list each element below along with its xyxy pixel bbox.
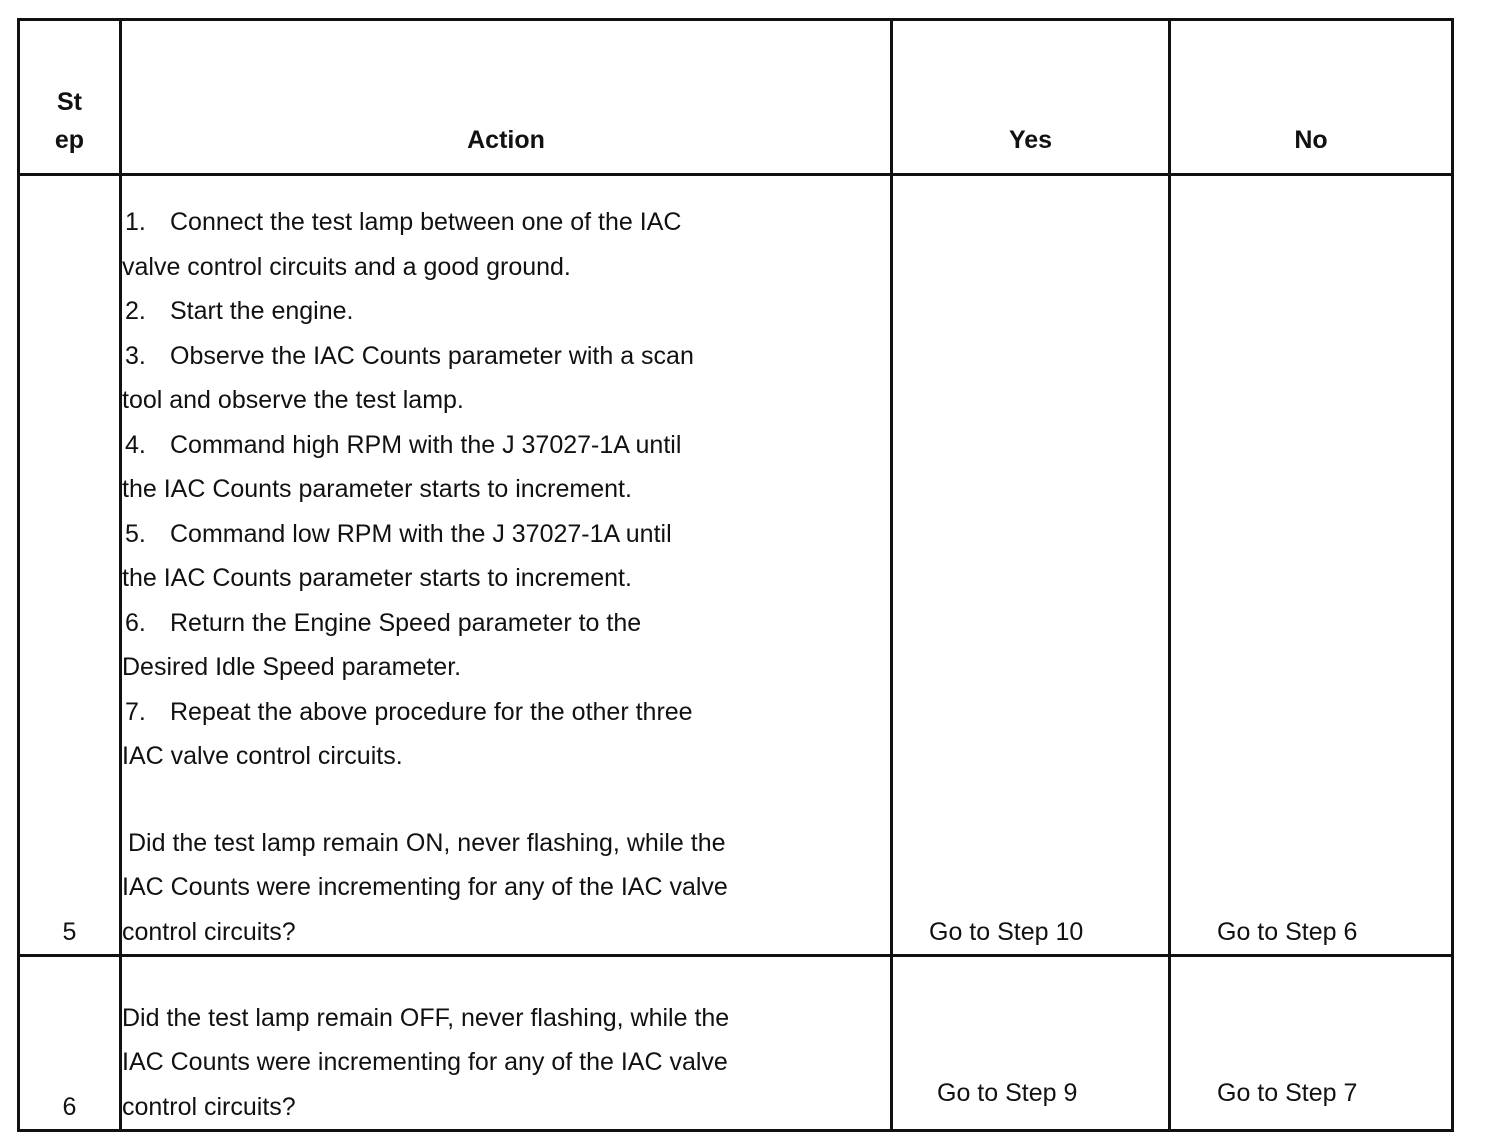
diagnostic-steps-table <box>17 18 1454 1132</box>
table-row <box>19 175 1453 956</box>
item-text-continued: the IAC Counts parameter starts to increment. <box>122 564 632 592</box>
list-item <box>122 334 890 379</box>
item-text: Return the Engine Speed parameter to the <box>170 608 642 637</box>
no-cell <box>1170 956 1453 1131</box>
list-item <box>122 601 890 646</box>
question-line: control circuits? <box>122 1092 296 1121</box>
action-cell <box>121 956 892 1131</box>
item-text-continued: valve control circuits and a good ground. <box>122 252 571 281</box>
list-item <box>122 690 890 735</box>
yes-cell <box>892 175 1170 956</box>
item-number: 3. <box>125 341 146 370</box>
item-number: 7. <box>125 697 146 726</box>
no-link: Go to Step 7 <box>1217 1078 1358 1107</box>
table-header-row <box>19 20 1453 175</box>
item-number: 4. <box>125 430 146 459</box>
header-no: No <box>1170 20 1453 175</box>
item-number: 6. <box>125 608 146 637</box>
spacer <box>122 779 890 821</box>
item-number: 5. <box>125 519 146 548</box>
header-step <box>19 20 121 175</box>
item-text: Observe the IAC Counts parameter with a scan <box>170 341 694 370</box>
item-number: 2. <box>125 297 146 325</box>
item-text-continued: IAC valve control circuits. <box>122 742 403 770</box>
question-line: IAC Counts were incrementing for any of the IAC valve <box>122 1048 728 1076</box>
step-number: 5 <box>19 175 121 956</box>
question-line: control circuits? <box>122 917 296 946</box>
list-item <box>122 200 890 245</box>
header-yes: Yes <box>892 20 1170 175</box>
yes-link: Go to Step 10 <box>929 917 1084 946</box>
list-item <box>122 423 890 468</box>
item-text: Repeat the above procedure for the other three <box>170 697 693 726</box>
item-text-continued: Desired Idle Speed parameter. <box>122 653 462 681</box>
yes-cell <box>892 956 1170 1131</box>
item-text-continued: tool and observe the test lamp. <box>122 386 464 414</box>
no-cell <box>1170 175 1453 956</box>
header-step-line2: ep <box>54 126 85 154</box>
action-cell <box>121 175 892 956</box>
table-row <box>19 956 1453 1131</box>
yes-link: Go to Step 9 <box>937 1078 1078 1107</box>
question-line: Did the test lamp remain ON, never flashing, while the <box>128 828 726 857</box>
no-link: Go to Step 6 <box>1217 917 1358 946</box>
list-item <box>122 289 890 334</box>
question-line: IAC Counts were incrementing for any of the IAC valve <box>122 873 728 901</box>
item-text-continued: the IAC Counts parameter starts to increment. <box>122 475 632 503</box>
list-item <box>122 512 890 557</box>
item-text: Command high RPM with the J 37027-1A until <box>170 430 682 459</box>
item-text: Command low RPM with the J 37027-1A until <box>170 519 672 548</box>
item-number: 1. <box>125 208 146 236</box>
step-number: 6 <box>19 956 121 1131</box>
header-action: Action <box>121 20 892 175</box>
question-line: Did the test lamp remain OFF, never flashing, while the <box>122 1003 730 1032</box>
item-text: Connect the test lamp between one of the IAC <box>170 208 682 236</box>
header-step-line1: St <box>57 88 82 116</box>
item-text: Start the engine. <box>170 297 354 325</box>
